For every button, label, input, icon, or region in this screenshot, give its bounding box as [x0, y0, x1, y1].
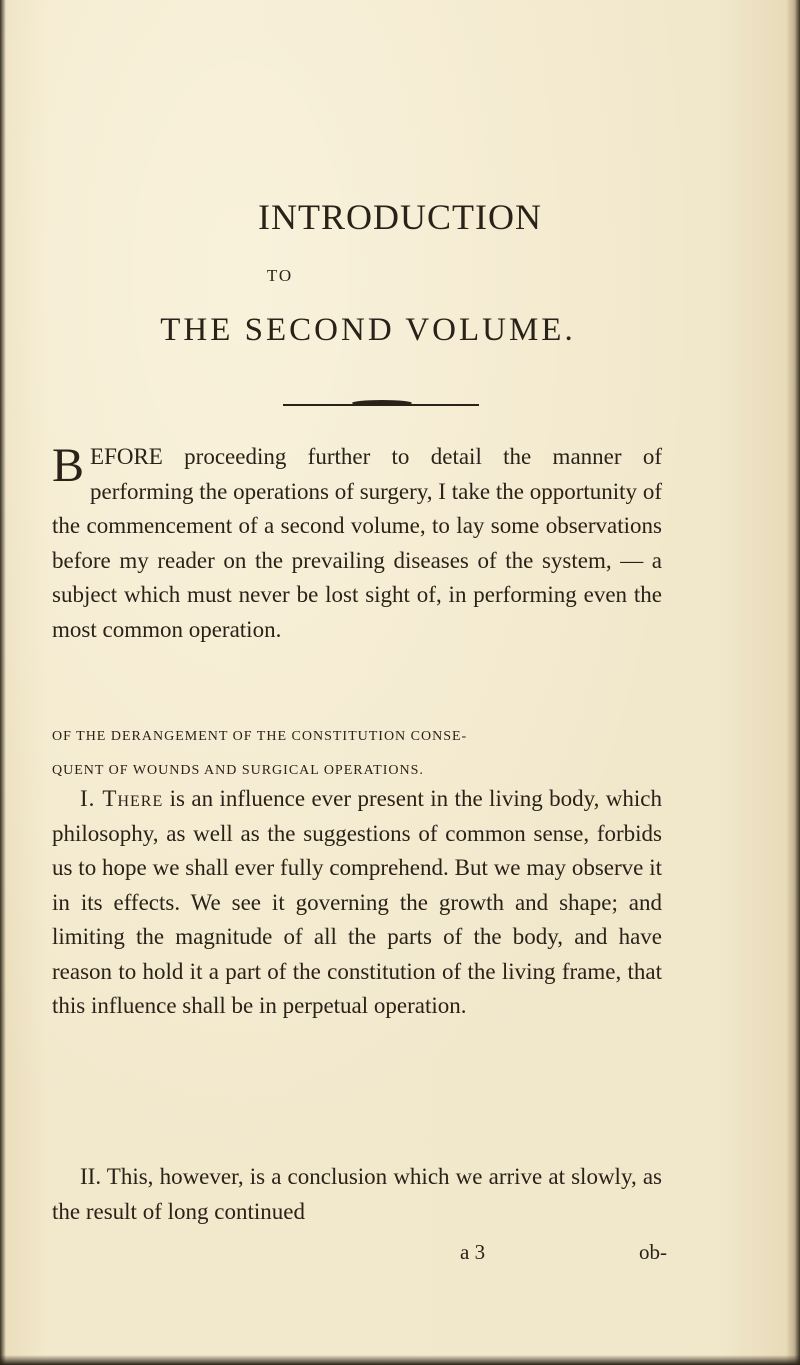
chapter-subtitle: THE SECOND VOLUME. — [160, 312, 576, 348]
chapter-title-connector: TO — [266, 266, 294, 285]
drop-cap: B — [52, 439, 85, 492]
opening-paragraph-text: EFORE proceeding further to detail the manner of performing the operations of surgery, I take the opportunity of the commencement of a second volume, to lay some observations before my reader on the prevailing diseases of the system, — a subject which must never be lost sight of, in performing even the most common operation. — [52, 444, 662, 642]
section-heading-line1: OF THE DERANGEMENT OF THE CONSTITUTION CONSE- — [52, 729, 468, 744]
chapter-title: INTRODUCTION — [258, 197, 542, 237]
section-heading — [52, 720, 652, 788]
opening-paragraph — [52, 440, 662, 647]
paragraph-one-text: is an influence ever present in the living body, which philosophy, as well as the suggestions of common sense, forbids us to hope we shall ever fully comprehend. But we may observe it in its effects. We see it governing the growth and shape; and limiting the magnitude of all the parts of the body, and have reason to hold it a part of the constitution of the living frame, that this influence shall be in perpetual operation. — [52, 786, 662, 1018]
paragraph-two — [52, 1160, 662, 1229]
paragraph-one — [52, 782, 662, 1024]
ornamental-rule-center — [352, 400, 412, 406]
section-heading-line2: QUENT OF WOUNDS AND SURGICAL OPERATIONS. — [52, 763, 424, 778]
catchword: ob- — [639, 1240, 667, 1264]
page-bottom-shadow — [0, 1355, 800, 1365]
signature-mark: a 3 — [460, 1240, 486, 1264]
paragraph-one-lead: I. There — [80, 786, 164, 811]
paragraph-two-text: II. This, however, is a conclusion which we arrive at slowly, as the result of long continued — [52, 1164, 662, 1224]
